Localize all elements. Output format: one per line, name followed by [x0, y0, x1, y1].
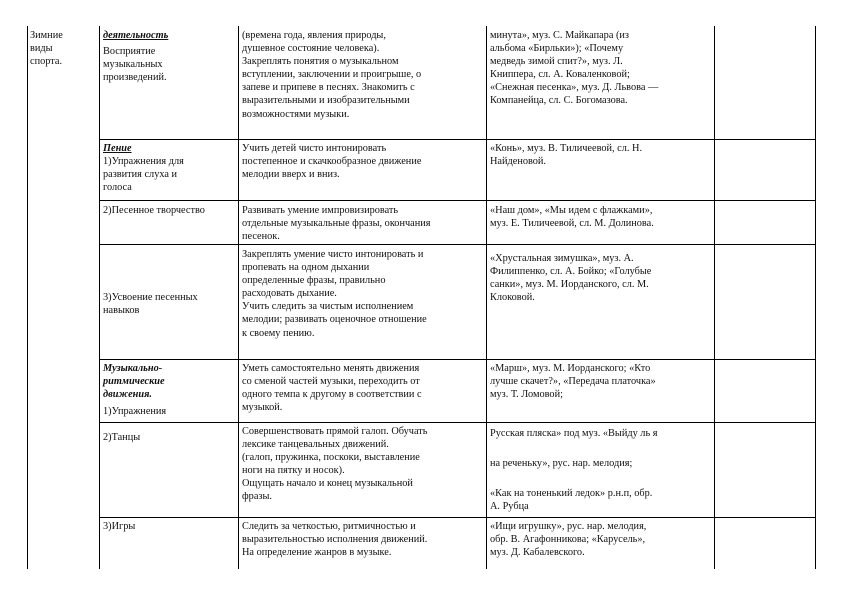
row-divider-4 — [99, 359, 815, 360]
cell-goals: Закреплять умение чисто интонировать и пропевать на одном дыхании определенные фразы, правильно расходовать дыхание. Учить следить за чистым исполнением мелодии; развивать оценочное отношение к своему пению. — [242, 249, 427, 339]
row-divider-6 — [99, 517, 815, 518]
cell-goals: Развивать умение импровизировать отдельные музыкальные фразы, окончания песенок. — [242, 205, 431, 243]
cell-goals: Учить детей чисто интонировать постепенное и скачкообразное движение мелодии вверх и вниз. — [242, 143, 422, 181]
table-border-left — [27, 26, 28, 569]
cell-repertoire: минута», муз. С. Майкапара (из альбома «Бирльки»); «Почему медведь зимой спит?», муз. Л. Книппера, сл. А. Коваленковой; «Снежная песенка», муз. Д. Львова — Компанейца, сл. С. Богомазова. — [490, 30, 659, 107]
cell-goals: (времена года, явления природы, душевное состояние человека). Закреплять понятия о музыкальном вступлении, заключении и проигрыше, о запеве и припеве в песнях. Знакомить с выразительными и изобразительными возможностями музыки. — [242, 30, 422, 120]
column-divider-3 — [486, 26, 487, 569]
cell-goals: Следить за четкостью, ритмичностью и выразительностью исполнения движений. На определение жанров в музыке. — [242, 521, 428, 559]
cell-activity: 1)Упражнения — [103, 406, 167, 417]
column-divider-5 — [815, 26, 816, 569]
cell-repertoire: «Хрустальная зимушка», муз. А. Филиппенко, сл. А. Бойко; «Голубые санки», муз. М. Иорданского, сл. М. Клоковой. — [490, 253, 652, 304]
column-divider-1 — [99, 26, 100, 569]
row-divider-1 — [99, 139, 815, 140]
cell-activity: 2)Танцы — [103, 432, 141, 443]
row-divider-3 — [99, 244, 815, 245]
cell-repertoire: «Ищи игрушку», рус. нар. мелодия, обр. В. Агафонникова; «Карусель», муз. Д. Кабалевского. — [490, 521, 647, 559]
row-divider-5 — [99, 422, 815, 423]
cell-activity-heading: Музыкально- ритмические движения. — [103, 363, 165, 401]
cell-activity: Восприятие музыкальных произведений. — [103, 46, 167, 84]
row-divider-2 — [99, 200, 815, 201]
cell-activity: 3)Усвоение песенных навыков — [103, 292, 198, 317]
cell-repertoire: Русская пляска» под муз. «Выйду ль я — [490, 428, 658, 439]
cell-topic: Зимние виды спорта. — [30, 30, 63, 68]
cell-repertoire: «Наш дом», «Мы идем с флажками», муз. Е. Тиличеевой, сл. М. Долинова. — [490, 205, 654, 230]
cell-repertoire: «Марш», муз. М. Иорданского; «Кто лучше скачет?», «Передача платочка» муз. Т. Ломовой; — [490, 363, 656, 401]
column-divider-4 — [714, 26, 715, 569]
cell-repertoire: «Конь», муз. В. Тиличеевой, сл. Н. Найденовой. — [490, 143, 643, 168]
cell-activity-heading: деятельность — [103, 30, 169, 41]
cell-activity: 3)Игры — [103, 521, 136, 532]
column-divider-2 — [238, 26, 239, 569]
cell-activity: 2)Песенное творчество — [103, 205, 205, 216]
cell-repertoire: «Как на тоненький ледок» р.н.п, обр. А. Рубца — [490, 488, 653, 513]
cell-repertoire: на реченьку», рус. нар. мелодия; — [490, 458, 633, 469]
cell-activity: 1)Упражнения для развития слуха и голоса — [103, 156, 184, 194]
cell-activity-heading: Пение — [103, 143, 132, 154]
cell-goals: Совершенствовать прямой галоп. Обучать лексике танцевальных движений. (галоп, пружинка, поскоки, выставление ноги на пятку и носок). Ощущать начало и конец музыкальной фразы. — [242, 426, 428, 503]
program-table — [27, 26, 842, 569]
cell-goals: Уметь самостоятельно менять движения со сменой частей музыки, переходить от одного темпа к другому в соответствии с музыкой. — [242, 363, 422, 414]
